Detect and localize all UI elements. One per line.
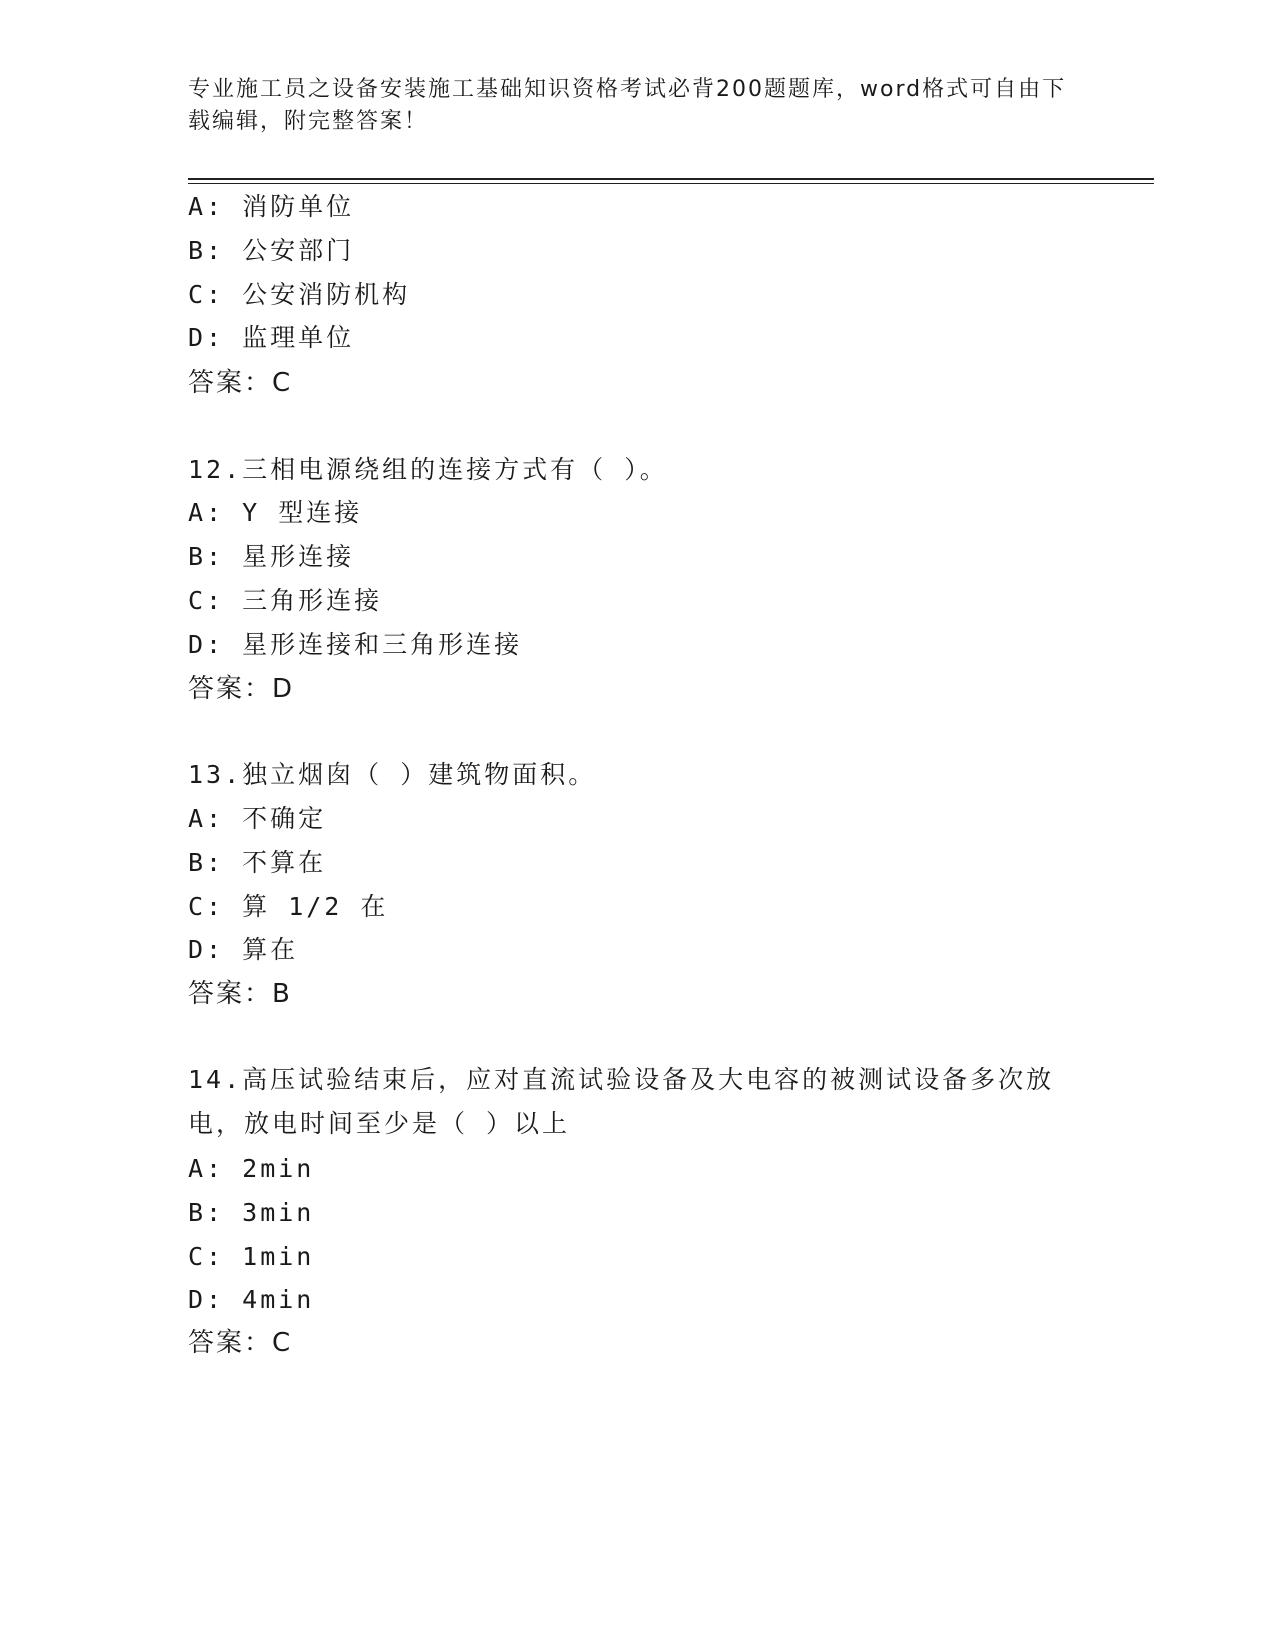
q11-option-d: D: 监理单位 — [188, 323, 355, 352]
q12-question: 12.三相电源绕组的连接方式有（ ）。 — [188, 455, 668, 484]
q13-answer: 答案：B — [188, 979, 292, 1009]
q13-option-d: D: 算在 — [188, 935, 299, 964]
document-header-title: 专业施工员之设备安装施工基础知识资格考试必背200题题库，word格式可自由下载编辑，附完整答案！ — [188, 77, 1067, 134]
q13-option-b: B: 不算在 — [188, 848, 327, 877]
q12-option-b: B: 星形连接 — [188, 542, 355, 571]
q14-option-c: C: 1min — [188, 1242, 315, 1271]
q12-answer: 答案：D — [188, 674, 295, 704]
q11-option-b: B: 公安部门 — [188, 236, 355, 265]
q14-answer: 答案：C — [188, 1328, 293, 1358]
q12-option-d: D: 星形连接和三角形连接 — [188, 630, 523, 659]
header-divider-thick — [188, 178, 1154, 180]
q12-option-c: C: 三角形连接 — [188, 586, 383, 615]
q13-option-c: C: 算 1/2 在 — [188, 892, 389, 921]
header-divider-thin — [188, 183, 1154, 184]
q12-option-a: A: Y 型连接 — [188, 498, 363, 527]
q14-option-a: A: 2min — [188, 1154, 315, 1183]
q11-option-a: A: 消防单位 — [188, 192, 355, 221]
q14-option-d: D: 4min — [188, 1285, 315, 1314]
q11-answer: 答案：C — [188, 368, 293, 398]
q14-question: 14.高压试验结束后，应对直流试验设备及大电容的被测试设备多次放电，放电时间至少是（ ）以上 — [188, 1065, 1055, 1138]
q13-option-a: A: 不确定 — [188, 804, 327, 833]
q13-question: 13.独立烟囱（ ）建筑物面积。 — [188, 760, 597, 789]
q11-option-c: C: 公安消防机构 — [188, 280, 411, 309]
q14-option-b: B: 3min — [188, 1198, 315, 1227]
